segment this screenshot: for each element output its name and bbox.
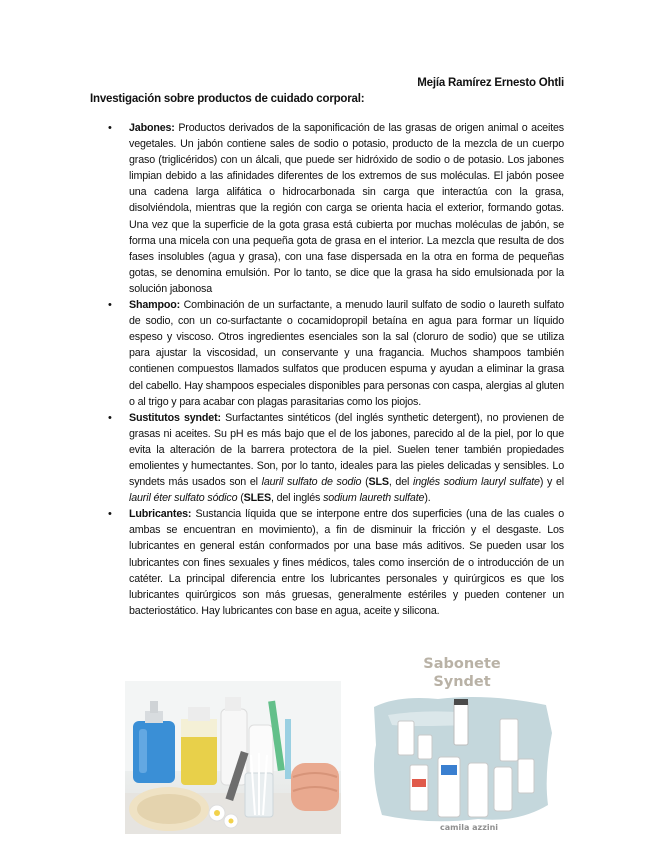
description-syndet-a: Surfactantes sintéticos (del inglés synthetic detergent), no provienen de grasas ni aceites. Su pH es más bajo que el de los jabones, parecido al de la piel, por lo que evita la alteración de la barrera protectora de la piel. Suelen tener también propiedades emolientes y humectantes. Son, por lo tanto, ideales para las pieles delicadas y sensibles. Lo syndets más usados son el	[129, 411, 564, 489]
italic-sls-name: lauril sulfato de sodio	[261, 476, 362, 489]
image-watermark: camila azzini	[440, 823, 499, 832]
bold-sls: SLS	[368, 476, 389, 489]
description-syndet-g: ).	[424, 492, 431, 505]
term-shampoo: Shampoo:	[129, 299, 181, 312]
syndet-soaps-image	[368, 655, 556, 837]
description-lubricantes: Sustancia líquida que se interpone entre dos superficies (una de las cuales o ambas se encuentran en movimiento), a fin de disminuir la fricción y el desgaste. Los lubricantes en general están conformados por una base más aditivos. Se pueden usar los lubricantes con fines sexuales y fines médicos, tales como inserción de o introducción de un catéter. La principal diferencia entre los lubricantes personales y quirúrgicos es que los lubricantes quirúrgicos son más gruesas, generalmente estériles y pueden contener un bacteriostático. Hay lubricantes con base en agua, aceite y silicona.	[129, 508, 564, 617]
term-lubricantes: Lubricantes:	[129, 508, 192, 521]
list-item-shampoo	[108, 297, 564, 410]
syndet-title-line1: Sabonete	[423, 656, 501, 672]
description-syndet-f: , del inglés	[270, 492, 324, 505]
list-item-syndet	[108, 410, 564, 507]
products-list	[108, 120, 564, 619]
list-item-lubricantes	[108, 506, 564, 619]
description-syndet-c: , del	[388, 476, 413, 489]
term-syndet: Sustitutos syndet:	[129, 411, 221, 424]
italic-sles-name: lauril éter sulfato sódico	[129, 492, 238, 505]
italic-sls-english: inglés sodium lauryl sulfate	[412, 476, 540, 489]
bullet: •	[108, 299, 112, 312]
italic-sles-english: sodium laureth sulfate	[323, 492, 425, 505]
term-jabones: Jabones:	[129, 122, 175, 134]
syndet-title-line2: Syndet	[433, 674, 491, 690]
list-item-jabones	[108, 120, 564, 297]
body-care-products-photo	[125, 681, 341, 834]
bullet: •	[108, 411, 112, 424]
bold-sles: SLES	[243, 492, 271, 505]
description-jabones: Productos derivados de la saponificación de las grasas de origen animal o aceites vegetales. Un jabón contiene sales de sodio o potasio, producto de la mezcla de un cuerpo graso (triglicéridos) con un álcali, que puede ser hidróxido de sodio o de potasio. Los jabones limpian debido a las afinidades diferentes de los extremos de sus moléculas. El jabón posee una cadena larga alifática o hidrocarbonada sin carga que interactúa con la grasa, disolviéndola, mientras que la región con carga se orienta hacia el exterior, formando gotas. Una vez que la superficie de la gota grasa está cubierta por muchas moléculas de jabón, se forma una micela con una pequeña gota de grasa en el interior. La mezcla que resulta de dos fases insolubles (agua y grasa), con una fase dispersada en la otra en forma de pequeñas gotas, se denomina emulsión. Por lo tanto, se dice que la grasa ha sido emulsionada por la solución jabonosa	[129, 122, 564, 295]
products-illustration	[125, 681, 341, 834]
description-syndet-d: ) y el	[539, 476, 564, 489]
description-shampoo: Combinación de un surfactante, a menudo lauril sulfato de sodio o laureth sulfato de sodio, con un co-surfactante o cocamidopropil betaína en agua para formar un líquido espeso y viscoso. Otros ingredientes esenciales son la sal (cloruro de sodio) que se utiliza para ajustar la viscosidad, un conservante y una fragancia. Muchos shampoos también contienen compuestos llamados sulfatos que producen espuma y ayudan a eliminar la grasa del cabello. Hay shampoos especiales disponibles para personas con caspa, alergias al gluten o al trigo y para acabar con plagas parasitarias como los piojos.	[129, 299, 564, 408]
description-syndet-e: (	[237, 492, 244, 505]
document-heading: Investigación sobre productos de cuidado corporal:	[90, 93, 365, 105]
description-syndet-b: (	[361, 476, 369, 489]
author-name: Mejía Ramírez Ernesto Ohtli	[417, 77, 564, 89]
bullet: •	[108, 122, 112, 134]
bullet: •	[108, 508, 112, 521]
